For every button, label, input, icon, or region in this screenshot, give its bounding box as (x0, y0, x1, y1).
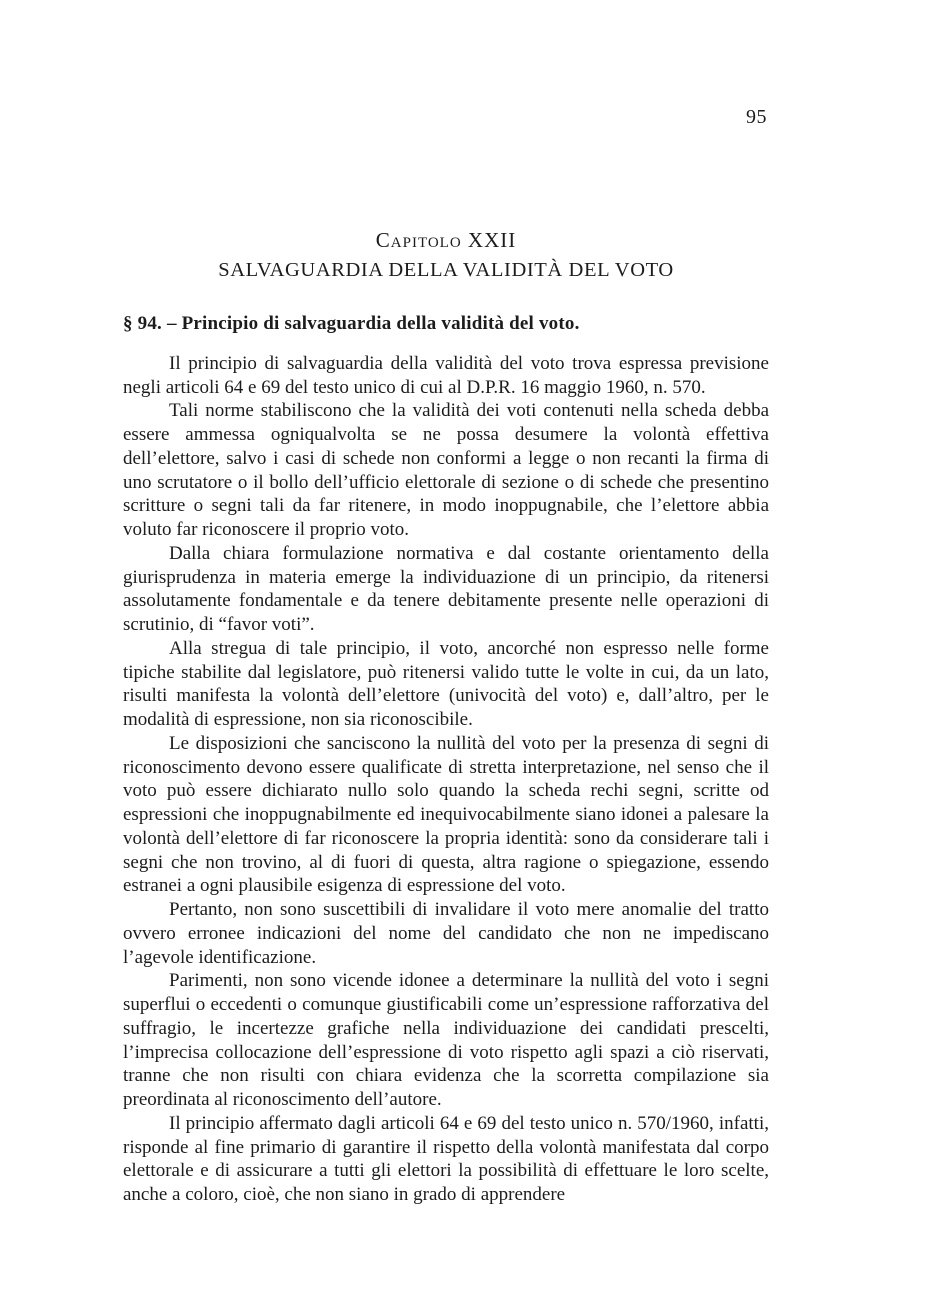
paragraph: Pertanto, non sono suscettibili di invalidare il voto mere anomalie del tratto ovvero erronee indicazioni del nome del candidato che non ne impediscano l’agevole identificazione. (123, 899, 769, 968)
paragraph: Dalla chiara formulazione normativa e dal costante orientamento della giurisprudenza in materia emerge la individuazione di un principio, da ritenersi assolutamente fondamentale e da tenere debitamente presente nelle operazioni di scrutinio, di “favor voti”. (123, 542, 769, 636)
chapter-heading: Capitolo XXII (375, 228, 517, 252)
page-title: SALVAGUARDIA DELLA VALIDITÀ DEL VOTO (218, 259, 674, 282)
page-number: 95 (746, 106, 767, 128)
body-text (123, 352, 769, 1207)
paragraph: Alla stregua di tale principio, il voto, ancorché non espresso nelle forme tipiche stabilite dal legislatore, può ritenersi valido tutte le volte in cui, da un lato, risulti manifesta la volontà dell’elettore (univocità del voto) e, dall’altro, per le modalità di espressione, non sia riconoscibile. (123, 637, 769, 731)
paragraph: Il principio di salvaguardia della validità del voto trova espressa previsione negli articoli 64 e 69 del testo unico di cui al D.P.R. 16 maggio 1960, n. 570. (123, 352, 769, 398)
page-content (123, 228, 769, 1207)
paragraph: Tali norme stabiliscono che la validità dei voti contenuti nella scheda debba essere ammessa ogniqualvolta se ne possa desumere la volontà effettiva dell’elettore, salvo i casi di schede non conformi a legge o non recanti la firma di uno scrutatore o il bollo dell’ufficio elettorale di sezione o di schede che presentino scritture o segni tali da far ritenere, in modo inoppugnabile, che l’elettore abbia voluto far riconoscere il proprio voto. (123, 400, 769, 541)
paragraph: Il principio affermato dagli articoli 64 e 69 del testo unico n. 570/1960, infatti, risponde al fine primario di garantire il rispetto della volontà manifestata dal corpo elettorale e di assicurare a tutti gli elettori la possibilità di effettuare le loro scelte, anche a coloro, cioè, che non siano in grado di apprendere (123, 1112, 769, 1206)
paragraph: Parimenti, non sono vicende idonee a determinare la nullità del voto i segni superflui o eccedenti o comunque giustificabili come un’espressione rafforzativa del suffragio, le incertezze grafiche nella individuazione dei candidati prescelti, l’imprecisa collocazione dell’espressione di voto rispetto agli spazi a ciò riservati, tranne che non risulti con chiara evidenza che la scorretta compilazione sia preordinata al riconoscimento dell’autore. (123, 970, 769, 1111)
paragraph: Le disposizioni che sanciscono la nullità del voto per la presenza di segni di riconoscimento devono essere qualificate di stretta interpretazione, nel senso che il voto può essere dichiarato nullo solo quando la scheda rechi segni, scritte od espressioni che inoppugnabilmente ed inequivocabilmente siano idonei a palesare la volontà dell’elettore di far riconoscere la propria identità: sono da considerare tali i segni che non trovino, al di fuori di questa, altra ragione o spiegazione, essendo estranei a ogni plausibile esigenza di espressione del voto. (123, 732, 769, 897)
section-heading: § 94. – Principio di salvaguardia della validità del voto. (123, 312, 580, 334)
